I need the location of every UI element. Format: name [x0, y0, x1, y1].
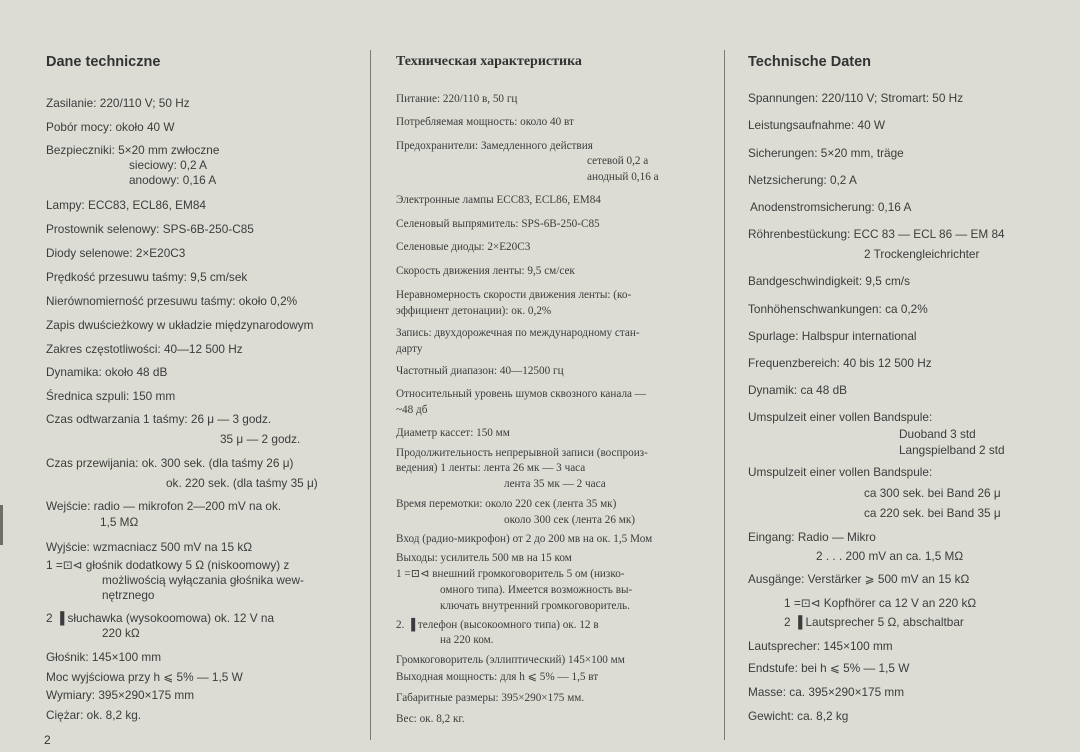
polish-spec-line: Głośnik: 145×100 mm: [46, 650, 162, 664]
german-spec-line: Bandgeschwindigkeit: 9,5 cm/s: [748, 274, 910, 288]
german-spec-line: Anodenstromsicherung: 0,16 A: [750, 200, 912, 214]
russian-spec-line: Запись: двухдорожечная по международному стан-: [396, 327, 640, 339]
russian-spec-line: Выходная мощность: для h ⩽ 5% — 1,5 вт: [396, 671, 599, 683]
german-spec-line: Spannungen: 220/110 V; Stromart: 50 Hz: [748, 91, 964, 105]
german-spec-line: 2 ▐ Lautsprecher 5 Ω, abschaltbar: [784, 615, 964, 629]
german-spec-line: Leistungsaufnahme: 40 W: [748, 118, 886, 132]
polish-spec-line: Zakres częstotliwości: 40—12 500 Hz: [46, 342, 243, 356]
polish-spec-line: Moc wyjściowa przy h ⩽ 5% — 1,5 W: [46, 670, 243, 684]
polish-spec-line: sieciowy: 0,2 A: [129, 158, 208, 172]
russian-spec-line: ключать внутренний громкоговоритель.: [440, 600, 630, 612]
russian-spec-line: дарту: [396, 343, 423, 355]
german-spec-line: Umspulzeit einer vollen Bandspule:: [748, 465, 933, 479]
german-spec-line: Langspielband 2 std: [899, 443, 1005, 457]
german-spec-line: Dynamik: ca 48 dB: [748, 383, 848, 397]
polish-spec-line: Bezpieczniki: 5×20 mm zwłoczne: [46, 143, 220, 157]
russian-spec-line: Громкоговоритель (эллиптический) 145×100 мм: [396, 654, 625, 666]
russian-spec-line: Селеновые диоды: 2×E20C3: [396, 241, 531, 253]
russian-spec-line: Питание: 220/110 в, 50 гц: [396, 93, 518, 105]
russian-spec-line: Электронные лампы ECC83, ECL86, EM84: [396, 194, 601, 206]
polish-spec-line: Zapis dwuścieżkowy w układzie międzynarodowym: [46, 318, 314, 332]
polish-spec-line: możliwością wyłączania głośnika wew-: [102, 573, 304, 587]
polish-spec-line: 35 μ — 2 godz.: [220, 432, 301, 446]
russian-spec-line: Габаритные размеры: 395×290×175 мм.: [396, 692, 585, 704]
german-spec-line: Lautsprecher: 145×100 mm: [748, 639, 893, 653]
polish-spec-line: Lampy: ECC83, ECL86, EM84: [46, 198, 206, 212]
polish-spec-line: Prędkość przesuwu taśmy: 9,5 cm/sek: [46, 270, 248, 284]
german-spec-line: Masse: ca. 395×290×175 mm: [748, 685, 905, 699]
polish-heading: Dane techniczne: [46, 54, 161, 70]
polish-spec-line: Zasilanie: 220/110 V; 50 Hz: [46, 96, 190, 110]
polish-spec-line: 2 ▐ słuchawka (wysokoomowa) ok. 12 V na: [46, 611, 275, 625]
russian-spec-line: ~48 дб: [396, 404, 428, 416]
binding-edge: [0, 505, 3, 545]
polish-spec-line: Prostownik selenowy: SPS-6B-250-C85: [46, 222, 254, 236]
german-spec-line: ca 300 sek. bei Band 26 μ: [864, 486, 1001, 500]
german-heading: Technische Daten: [748, 54, 872, 70]
polish-spec-line: 1 =⊡⊲ głośnik dodatkowy 5 Ω (niskoomowy) z: [46, 558, 290, 572]
german-spec-line: 1 =⊡⊲ Kopfhörer ca 12 V an 220 kΩ: [784, 596, 977, 610]
russian-spec-line: Неравномерность скорости движения ленты: (ко-: [396, 289, 632, 301]
german-spec-line: Ausgänge: Verstärker ⩾ 500 mV an 15 kΩ: [748, 572, 970, 586]
russian-spec-line: Относительный уровень шумов сквозного канала —: [396, 388, 646, 400]
polish-spec-line: Wejście: radio — mikrofon 2—200 mV na ok.: [46, 499, 282, 513]
german-spec-line: Sicherungen: 5×20 mm, träge: [748, 146, 904, 160]
russian-heading: Техническая характеристика: [396, 54, 582, 69]
column-divider-left: [370, 50, 371, 740]
polish-spec-line: Czas odtwarzania 1 taśmy: 26 μ — 3 godz.: [46, 412, 272, 426]
russian-spec-line: 2. ▐ телефон (высокоомного типа) ок. 12 в: [396, 619, 599, 631]
german-spec-line: Netzsicherung: 0,2 A: [748, 173, 857, 187]
german-spec-line: 2 . . . 200 mV an ca. 1,5 MΩ: [816, 549, 964, 563]
russian-spec-line: Вход (радио-микрофон) от 2 до 200 мв на ок. 1,5 Мом: [396, 533, 653, 545]
russian-spec-line: Продолжительность непрерывной записи (воспроиз-: [396, 447, 648, 459]
russian-spec-line: Выходы: усилитель 500 мв на 15 ком: [396, 552, 572, 564]
russian-spec-line: лента 35 мк — 2 часа: [504, 478, 606, 490]
russian-spec-line: омного типа). Имеется возможность вы-: [440, 584, 633, 596]
russian-spec-line: Предохранители: Замедленного действия: [396, 140, 593, 152]
german-spec-line: Duoband 3 std: [899, 427, 976, 441]
polish-spec-line: Ciężar: ok. 8,2 kg.: [46, 708, 142, 722]
polish-spec-line: ok. 220 sek. (dla taśmy 35 μ): [166, 476, 318, 490]
polish-spec-line: Średnica szpuli: 150 mm: [46, 389, 176, 403]
polish-spec-line: Nierównomierność przesuwu taśmy: około 0,2%: [46, 294, 298, 308]
russian-spec-line: на 220 ком.: [440, 634, 494, 646]
polish-spec-line: Czas przewijania: ok. 300 sek. (dla taśmy 26 μ): [46, 456, 294, 470]
german-spec-line: 2 Trockengleichrichter: [864, 247, 980, 261]
russian-spec-line: Вес: ок. 8,2 кг.: [396, 713, 465, 725]
german-spec-line: Frequenzbereich: 40 bis 12 500 Hz: [748, 356, 932, 370]
german-spec-line: Endstufe: bei h ⩽ 5% — 1,5 W: [748, 661, 910, 675]
german-spec-line: Tonhöhenschwankungen: ca 0,2%: [748, 302, 928, 316]
russian-spec-line: Селеновый выпрямитель: SPS-6B-250-C85: [396, 218, 600, 230]
polish-spec-line: 220 kΩ: [102, 626, 140, 640]
russian-spec-line: 1 =⊡⊲ внешний громкоговоритель 5 ом (низко-: [396, 568, 625, 580]
polish-spec-line: anodowy: 0,16 A: [129, 173, 217, 187]
polish-spec-line: 1,5 MΩ: [100, 515, 139, 529]
german-spec-line: Röhrenbestückung: ECC 83 — ECL 86 — EM 84: [748, 227, 1005, 241]
german-spec-line: ca 220 sek. bei Band 35 μ: [864, 506, 1001, 520]
german-spec-line: Spurlage: Halbspur international: [748, 329, 917, 343]
russian-spec-line: ведения) 1 ленты: лента 26 мк — 3 часа: [396, 462, 586, 474]
russian-spec-line: Время перемотки: около 220 сек (лента 35 мк): [396, 498, 617, 510]
polish-spec-line: Pobór mocy: około 40 W: [46, 120, 175, 134]
russian-spec-line: Диаметр кассет: 150 мм: [396, 427, 510, 439]
polish-spec-line: Dynamika: około 48 dB: [46, 365, 168, 379]
column-divider-right: [724, 50, 725, 740]
russian-spec-line: анодный 0,16 а: [587, 171, 659, 183]
russian-spec-line: около 300 сек (лента 26 мк): [504, 514, 636, 526]
german-spec-line: Eingang: Radio — Mikro: [748, 530, 876, 544]
polish-spec-line: Wyjście: wzmacniacz 500 mV na 15 kΩ: [46, 540, 253, 554]
russian-spec-line: Потребляемая мощность: около 40 вт: [396, 116, 574, 128]
polish-spec-line: nętrznego: [102, 588, 155, 602]
russian-spec-line: сетевой 0,2 а: [587, 155, 649, 167]
russian-spec-line: эффициент детонации): ок. 0,2%: [396, 305, 552, 317]
russian-spec-line: Частотный диапазон: 40—12500 гц: [396, 365, 564, 377]
polish-spec-line: Wymiary: 395×290×175 mm: [46, 688, 195, 702]
german-spec-line: Umspulzeit einer vollen Bandspule:: [748, 410, 933, 424]
russian-spec-line: Скорость движения ленты: 9,5 см/сек: [396, 265, 575, 277]
page-number: 2: [44, 733, 51, 747]
german-spec-line: Gewicht: ca. 8,2 kg: [748, 709, 849, 723]
polish-spec-line: Diody selenowe: 2×E20C3: [46, 246, 186, 260]
